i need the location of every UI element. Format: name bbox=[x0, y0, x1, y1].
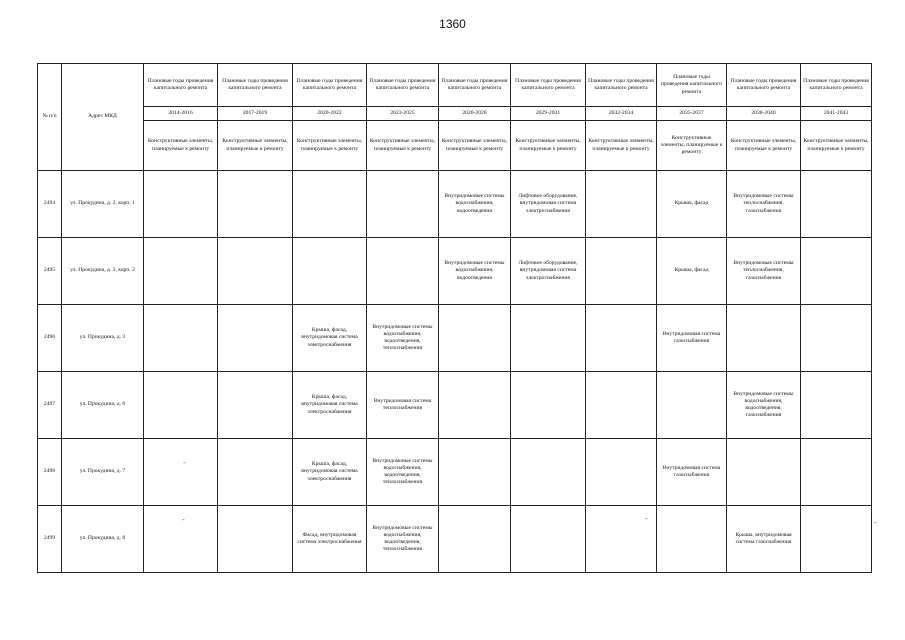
column-header-period-label: Плановые годы проведения капитального ремонта bbox=[218, 64, 293, 107]
column-header-years: 2038-2040 bbox=[727, 107, 801, 121]
repair-elements-cell bbox=[144, 305, 218, 372]
repair-elements-cell bbox=[801, 171, 872, 238]
column-header-elements: Конструктивные элементы, планируемые к ремонту bbox=[511, 121, 586, 171]
repair-elements-cell bbox=[144, 506, 218, 573]
repair-elements-cell bbox=[218, 305, 293, 372]
repair-elements-cell bbox=[657, 372, 727, 439]
table-row bbox=[38, 305, 872, 372]
repair-elements-cell bbox=[586, 305, 657, 372]
repair-elements-cell: Внутридомовые системы водоснабжения, водоотведения, теплоснабжения bbox=[367, 439, 439, 506]
row-address: ул. Прокудина, д. 2, корп. 1 bbox=[62, 171, 144, 238]
row-number: 2499 bbox=[38, 506, 62, 573]
column-header-elements: Конструктивные элементы, планируемые к ремонту bbox=[801, 121, 872, 171]
stray-mark: - bbox=[874, 518, 877, 527]
row-number: 2496 bbox=[38, 305, 62, 372]
repair-elements-cell bbox=[218, 238, 293, 305]
column-header-period-label: Плановые годы проведения капитального ремонта bbox=[439, 64, 511, 107]
repair-elements-cell bbox=[511, 305, 586, 372]
repair-elements-cell: Крыша, внутридомовая система газоснабжения bbox=[727, 506, 801, 573]
repair-elements-cell bbox=[218, 171, 293, 238]
repair-elements-cell bbox=[511, 506, 586, 573]
row-number: 2497 bbox=[38, 372, 62, 439]
column-header-years: 2029-2031 bbox=[511, 107, 586, 121]
repair-elements-cell bbox=[586, 372, 657, 439]
page-number: 1360 bbox=[439, 17, 466, 31]
repair-elements-cell bbox=[367, 238, 439, 305]
repair-elements-cell bbox=[801, 238, 872, 305]
repair-elements-cell bbox=[511, 372, 586, 439]
column-header-years: 2026-2028 bbox=[439, 107, 511, 121]
repair-elements-cell bbox=[439, 305, 511, 372]
column-header-years: 2035-2037 bbox=[657, 107, 727, 121]
repair-elements-cell: Внутридомовые системы водоснабжения, водоотведения, теплоснабжения bbox=[367, 506, 439, 573]
repair-elements-cell: Крыша, фасад, внутридомовая система электроснабжения bbox=[293, 439, 367, 506]
repair-elements-cell bbox=[586, 238, 657, 305]
column-header-years: 2020-2022 bbox=[293, 107, 367, 121]
column-header-years: 2017-2019 bbox=[218, 107, 293, 121]
repair-elements-cell: Внутридомовые системы водоснабжения, водоотведения bbox=[439, 238, 511, 305]
column-header-period-label: Плановые годы проведения капитального ремонта bbox=[293, 64, 367, 107]
column-header-years: 2014-2016 bbox=[144, 107, 218, 121]
column-header-period-label: Плановые годы проведения капитального ремонта bbox=[727, 64, 801, 107]
repair-elements-cell bbox=[727, 305, 801, 372]
table-row bbox=[38, 506, 872, 573]
column-header-years: 2041-2043 bbox=[801, 107, 872, 121]
column-header-elements: Конструктивные элементы, планируемые к ремонту bbox=[293, 121, 367, 171]
column-header-elements: Конструктивные элементы, планируемые к ремонту bbox=[439, 121, 511, 171]
repair-elements-cell bbox=[586, 439, 657, 506]
repair-elements-cell: Внутридомовая система газоснабжения bbox=[657, 305, 727, 372]
repair-elements-cell: Лифтовое оборудование, внутридомовая система электроснабжения bbox=[511, 171, 586, 238]
row-number: 2495 bbox=[38, 238, 62, 305]
repair-elements-cell bbox=[586, 171, 657, 238]
repair-elements-cell bbox=[801, 506, 872, 573]
header-row-years bbox=[38, 107, 872, 121]
repair-elements-cell bbox=[801, 439, 872, 506]
row-address: ул. Прокудина, д. 3 bbox=[62, 305, 144, 372]
column-header-period-label: Плановые годы проведения капитального ремонта bbox=[586, 64, 657, 107]
repair-elements-cell bbox=[657, 506, 727, 573]
column-header-period-label: Плановые годы проведения капитального ремонта bbox=[144, 64, 218, 107]
row-number: 2498 bbox=[38, 439, 62, 506]
column-header-period-label: Плановые годы проведения капитального ремонта bbox=[801, 64, 872, 107]
repair-elements-cell: Внутридомовые системы теплоснабжения, газоснабжения bbox=[727, 171, 801, 238]
capital-repair-schedule-table bbox=[37, 63, 872, 573]
repair-elements-cell: Внутридомовые системы водоснабжения, водоотведения bbox=[439, 171, 511, 238]
repair-elements-cell bbox=[439, 439, 511, 506]
repair-elements-cell bbox=[144, 439, 218, 506]
column-header-years: 2032-2034 bbox=[586, 107, 657, 121]
table-row bbox=[38, 439, 872, 506]
repair-elements-cell: Крыша, фасад, внутридомовая система электроснабжения bbox=[293, 372, 367, 439]
column-header-elements: Конструктивные элементы, планируемые к ремонту bbox=[727, 121, 801, 171]
table-row bbox=[38, 372, 872, 439]
repair-elements-cell bbox=[218, 506, 293, 573]
table-row bbox=[38, 171, 872, 238]
repair-elements-cell: Внутридомовая система теплоснабжения bbox=[367, 372, 439, 439]
column-header-address: Адрес МКД bbox=[62, 64, 144, 171]
repair-elements-cell: Крыша, фасад bbox=[657, 238, 727, 305]
column-header-period-label: Плановые годы проведения капитального ремонта bbox=[657, 64, 727, 107]
repair-elements-cell: Крыша, фасад bbox=[657, 171, 727, 238]
column-header-period-label: Плановые годы проведения капитального ремонта bbox=[511, 64, 586, 107]
repair-elements-cell bbox=[511, 439, 586, 506]
repair-elements-cell: Внутридомовые системы теплоснабжения, газоснабжения bbox=[727, 238, 801, 305]
repair-elements-cell bbox=[293, 238, 367, 305]
repair-elements-cell bbox=[144, 238, 218, 305]
table-row bbox=[38, 238, 872, 305]
header-row-periods bbox=[38, 64, 872, 107]
repair-elements-cell bbox=[144, 372, 218, 439]
repair-elements-cell: Внутридомовая система газоснабжения bbox=[657, 439, 727, 506]
repair-elements-cell bbox=[439, 372, 511, 439]
row-address: ул. Прокудина, д. 6 bbox=[62, 372, 144, 439]
stray-mark: - bbox=[182, 515, 185, 524]
row-address: ул. Прокудина, д. 7 bbox=[62, 439, 144, 506]
column-header-period-label: Плановые годы проведения капитального ремонта bbox=[367, 64, 439, 107]
repair-elements-cell: Фасад, внутридомовая система электроснабжения bbox=[293, 506, 367, 573]
repair-elements-cell bbox=[218, 372, 293, 439]
repair-elements-cell bbox=[801, 372, 872, 439]
repair-elements-cell bbox=[218, 439, 293, 506]
stray-mark: - bbox=[183, 458, 186, 467]
row-address: ул. Прокудина, д. 8 bbox=[62, 506, 144, 573]
header-row-elements bbox=[38, 121, 872, 171]
repair-elements-cell bbox=[439, 506, 511, 573]
repair-elements-cell: Лифтовое оборудование, внутридомовая система электроснабжения bbox=[511, 238, 586, 305]
column-header-number: № п/п bbox=[38, 64, 62, 171]
repair-elements-cell bbox=[293, 171, 367, 238]
column-header-elements: Конструктивные элементы, планируемые к ремонту bbox=[144, 121, 218, 171]
column-header-elements: Конструктивные элементы, планируемые к ремонту bbox=[218, 121, 293, 171]
repair-elements-cell: Внутридомовые системы водоснабжения, водоотведения, теплоснабжения bbox=[367, 305, 439, 372]
repair-elements-cell bbox=[801, 305, 872, 372]
row-address: ул. Прокудина, д. 2, корп. 2 bbox=[62, 238, 144, 305]
stray-mark: - bbox=[645, 514, 648, 523]
column-header-elements: Конструктивные элементы, планируемые к ремонту bbox=[367, 121, 439, 171]
repair-elements-cell: Внутридомовые системы водоснабжения, водоотведения, газоснабжения bbox=[727, 372, 801, 439]
row-number: 2494 bbox=[38, 171, 62, 238]
column-header-elements: Конструктивные элементы, планируемые к ремонту bbox=[657, 121, 727, 171]
repair-elements-cell: Крыша, фасад, внутридомовая система электроснабжения bbox=[293, 305, 367, 372]
column-header-elements: Конструктивные элементы, планируемые к ремонту bbox=[586, 121, 657, 171]
repair-elements-cell bbox=[727, 439, 801, 506]
column-header-years: 2023-2025 bbox=[367, 107, 439, 121]
repair-elements-cell bbox=[367, 171, 439, 238]
repair-elements-cell bbox=[144, 171, 218, 238]
